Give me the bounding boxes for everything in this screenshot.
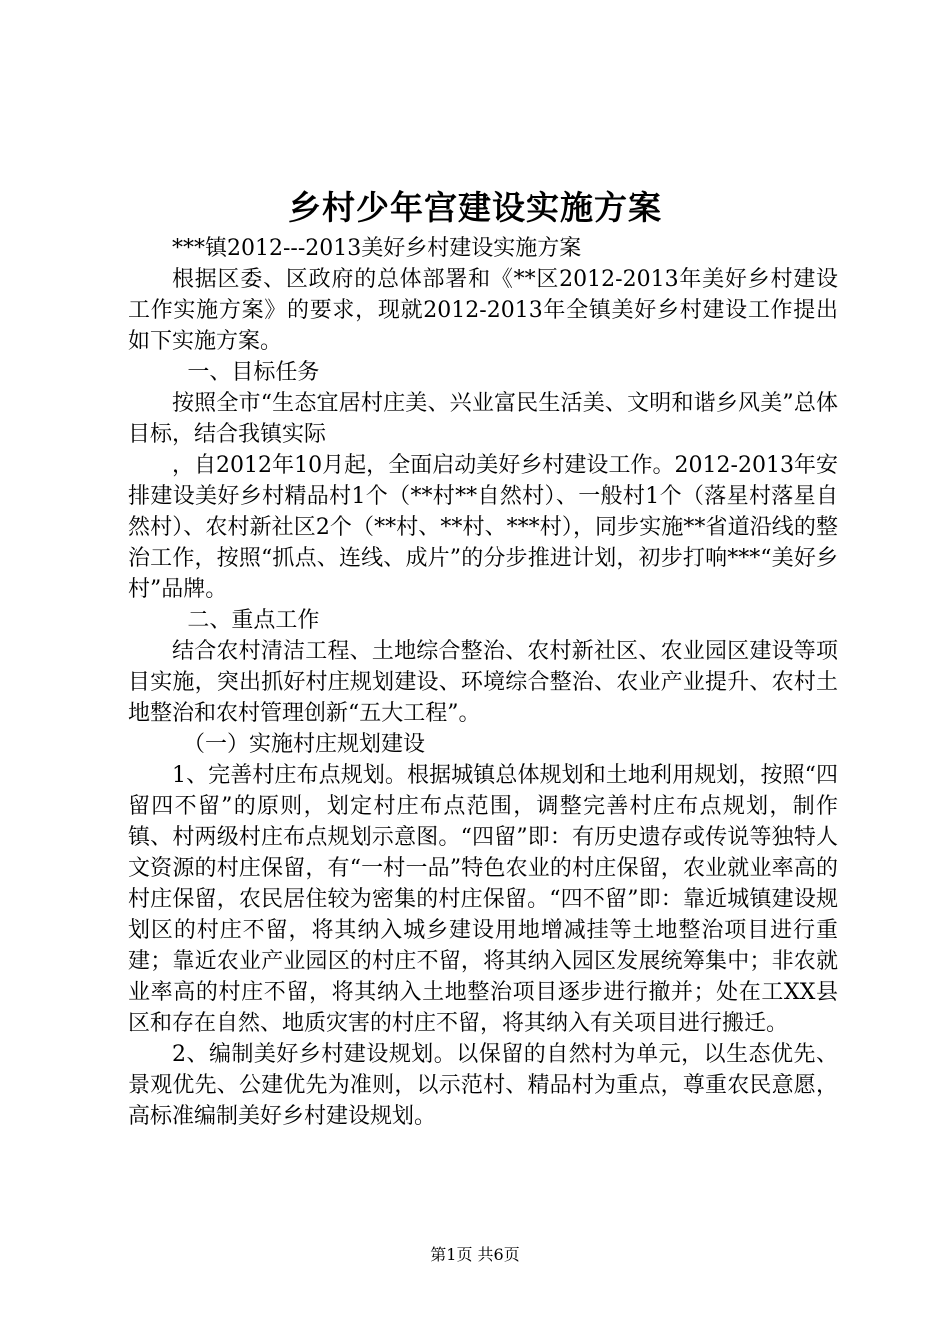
paragraph-subtitle: ***镇2012---2013美好乡村建设实施方案 [172,236,582,261]
document-title: 乡村少年宫建设实施方案 [288,188,662,227]
paragraph-intro: 根据区委、区政府的总体部署和《**区2012-2013年美好乡村建设工作实施方案》的要求，现就2012-2013年全镇美好乡村建设工作提出如下实施方案。 [128,267,838,354]
section-heading-goals: 一、目标任务 [187,360,320,385]
paragraph-goals: 按照全市“生态宜居村庄美、兴业富民生活美、文明和谐乡风美”总体目标，结合我镇实际 [128,391,838,447]
paragraph-key-work: 结合农村清洁工程、土地综合整治、农村新社区、农业园区建设等项目实施，突出抓好村庄规划建设、环境综合整治、农业产业提升、农村土地整治和农村管理创新“五大工程”。 [128,639,838,726]
subsection-heading-planning: （一）实施村庄规划建设 [183,732,426,757]
page-footer: 第1页 共6页 [430,1245,520,1264]
document-body [128,233,838,1132]
paragraph-item-1: 1、完善村庄布点规划。根据城镇总体规划和土地利用规划，按照“四留四不留”的原则，划定村庄布点范围，调整完善村庄布点规划，制作镇、村两级村庄布点规划示意图。“四留”即：有历史遗存或传说等独特人文资源的村庄保留，有“一村一品”特色农业的村庄保留，农业就业率高的村庄保留，农民居住较为密集的村庄保留。“四不留”即：靠近城镇建设规划区的村庄不留，将其纳入城乡建设用地增减挂等土地整治项目进行重建；靠近农业产业园区的村庄不留，将其纳入园区发展统筹集中；非农就业率高的村庄不留，将其纳入土地整治项目逐步进行撤并；处在工XX县区和存在自然、地质灾害的村庄不留，将其纳入有关项目进行搬迁。 [128,763,838,1036]
paragraph-item-2: 2、编制美好乡村建设规划。以保留的自然村为单元，以生态优先、景观优先、公建优先为准则，以示范村、精品村为重点，尊重农民意愿，高标准编制美好乡村建设规划。 [128,1042,838,1129]
paragraph-goals-continued: ，自2012年10月起，全面启动美好乡村建设工作。2012-2013年安排建设美好乡村精品村1个（**村**自然村）、一般村1个（落星村落星自然村）、农村新社区2个（**村、**村、***村），同步实施**省道沿线的整治工作，按照“抓点、连线、成片”的分步推进计划，初步打响***“美好乡村”品牌。 [128,453,838,602]
section-heading-key-work: 二、重点工作 [187,608,320,633]
